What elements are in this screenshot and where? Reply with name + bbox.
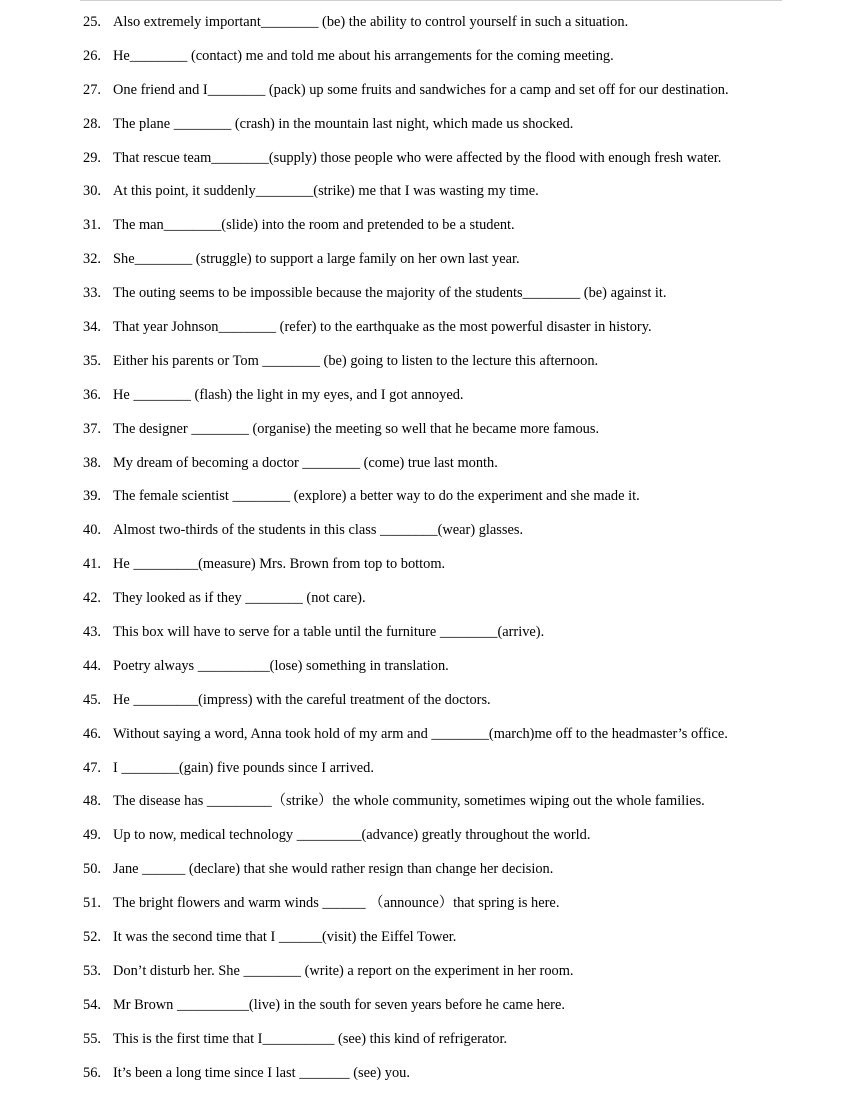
exercise-item [83,720,860,754]
item-text: That year Johnson________ (refer) to the earthquake as the most powerful disaster in history. [113,319,652,336]
exercise-item [83,584,860,618]
item-number: 30. [83,183,101,200]
item-number: 44. [83,657,101,674]
item-number: 38. [83,454,101,471]
item-number: 33. [83,285,101,302]
item-text: My dream of becoming a doctor ________ (come) true last month. [113,454,498,471]
item-number: 45. [83,691,101,708]
item-text: Don’t disturb her. She ________ (write) a report on the experiment in her room. [113,962,574,979]
item-text: He _________(measure) Mrs. Brown from top to bottom. [113,556,446,573]
item-number: 48. [83,793,101,810]
exercise-item [83,652,860,686]
exercise-item [83,482,860,516]
item-text: They looked as if they ________ (not care). [113,590,366,607]
item-text: The designer ________ (organise) the meeting so well that he became more famous. [113,420,600,437]
item-text: The man________(slide) into the room and pretended to be a student. [113,217,515,234]
item-number: 55. [83,1030,101,1047]
exercise-item [83,821,860,855]
item-text: He _________(impress) with the careful treatment of the doctors. [113,691,491,708]
exercise-item [83,144,860,178]
item-text: It was the second time that I ______(visit) the Eiffel Tower. [113,929,457,946]
exercise-item [83,686,860,720]
item-number: 51. [83,895,101,912]
exercise-item [83,1059,860,1093]
item-text: Also extremely important________ (be) the ability to control yourself in such a situation. [113,14,629,30]
item-number: 35. [83,352,101,369]
exercise-item [83,991,860,1025]
item-number: 50. [83,861,101,878]
item-number: 32. [83,251,101,268]
exercise-item [83,516,860,550]
item-text: At this point, it suddenly________(strike) me that I was wasting my time. [113,183,539,200]
item-number: 42. [83,590,101,607]
item-number: 41. [83,556,101,573]
top-divider [80,0,782,1]
item-text: Jane ______ (declare) that she would rather resign than change her decision. [113,861,554,878]
item-number: 53. [83,962,101,979]
exercise-item [83,110,860,144]
exercise-item [83,787,860,821]
item-number: 36. [83,386,101,403]
exercise-item [83,449,860,483]
item-text: I ________(gain) five pounds since I arrived. [113,759,374,776]
item-number: 56. [83,1064,101,1081]
item-text: It’s been a long time since I last _______ (see) you. [113,1064,410,1081]
item-text: Poetry always __________(lose) something in translation. [113,657,449,674]
exercise-item [83,855,860,889]
item-number: 26. [83,47,101,64]
exercise-item [83,415,860,449]
exercise-item [83,957,860,991]
exercise-item [83,889,860,923]
item-text: He________ (contact) me and told me about his arrangements for the coming meeting. [113,47,614,64]
item-text: Either his parents or Tom ________ (be) going to listen to the lecture this afternoon. [113,352,599,369]
item-text: The plane ________ (crash) in the mountain last night, which made us shocked. [113,115,574,132]
item-number: 52. [83,929,101,946]
exercise-item [83,245,860,279]
item-number: 31. [83,217,101,234]
item-text: This box will have to serve for a table until the furniture ________(arrive). [113,624,545,641]
item-number: 34. [83,319,101,336]
exercise-item [83,1025,860,1059]
item-number: 27. [83,81,101,98]
exercise-item [83,618,860,652]
item-number: 46. [83,725,101,742]
item-number: 40. [83,522,101,539]
exercise-item [83,76,860,110]
item-number: 54. [83,996,101,1013]
item-text: The disease has _________（strike）the whole community, sometimes wiping out the whole families. [113,793,705,810]
item-text: Mr Brown __________(live) in the south for seven years before he came here. [113,996,565,1013]
item-number: 49. [83,827,101,844]
exercise-item [83,347,860,381]
item-text: That rescue team________(supply) those people who were affected by the flood with enough fresh water. [113,149,722,166]
item-number: 25. [83,14,101,30]
item-number: 43. [83,624,101,641]
item-number: 37. [83,420,101,437]
exercise-item [83,313,860,347]
item-text: Almost two-thirds of the students in this class ________(wear) glasses. [113,522,524,539]
exercise-list [83,8,860,1093]
item-text: One friend and I________ (pack) up some fruits and sandwiches for a camp and set off for our destination. [113,81,729,98]
item-text: She________ (struggle) to support a large family on her own last year. [113,251,520,268]
exercise-item [83,381,860,415]
item-number: 39. [83,488,101,505]
item-number: 28. [83,115,101,132]
exercise-item [83,754,860,788]
exercise-item [83,550,860,584]
exercise-item [83,923,860,957]
item-text: He ________ (flash) the light in my eyes, and I got annoyed. [113,386,464,403]
exercise-item [83,8,860,42]
exercise-item [83,211,860,245]
item-text: Without saying a word, Anna took hold of my arm and ________(march)me off to the headmaster’s office. [113,725,728,742]
exercise-item [83,177,860,211]
exercise-item [83,279,860,313]
item-number: 29. [83,149,101,166]
item-text: The outing seems to be impossible because the majority of the students________ (be) against it. [113,285,667,302]
item-text: This is the first time that I__________ (see) this kind of refrigerator. [113,1030,508,1047]
item-text: The female scientist ________ (explore) a better way to do the experiment and she made it. [113,488,640,505]
item-text: Up to now, medical technology _________(advance) greatly throughout the world. [113,827,591,844]
item-text: The bright flowers and warm winds ______ （announce）that spring is here. [113,895,560,912]
exercise-item [83,42,860,76]
item-number: 47. [83,759,101,776]
